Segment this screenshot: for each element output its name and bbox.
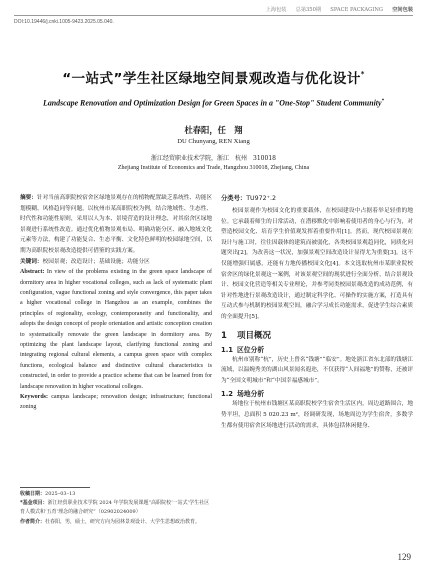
subsection-heading-1-1 <box>221 344 413 354</box>
running-header <box>266 6 413 13</box>
keywords-cn-text: 校园景观；改造设计；基础设施；功能分区 <box>42 258 150 265</box>
keywords-cn-label: 关键词： <box>20 258 43 265</box>
abstract-cn-text: 针对当前高职院校宿舍区绿地景观存在的植物配置缺乏系统性、功能区划模糊、风格趋同等问题，以杭州市某高职院校为例，结合地域性、生态性、时代性和功能性原则，采用以人为本、景境营造的设计理念，对其宿舍区绿地景观进行系统性改造。通过优化植物景观布局、明确功能分区、融入地域文化元素等方法，构建了功能复合、生态平衡、文化特色鲜明的校园绿地空间，以期为高职院校景观改造提供可借鉴的实践方案。 <box>20 195 213 254</box>
abstract-en <box>20 267 212 392</box>
author-bio-label: 作者简介： <box>20 518 46 525</box>
doi: DOI:10.19446/j.cnki.1005-9423.2025.05.040. <box>14 19 114 25</box>
intro-paragraph: 校园景观作为校园文化的重要载体，在校园建设中占据着举足轻重的地位。它承载着师生的日常活动，在潜移默化中影响着使用者的身心与行为，对塑造校园文化、培育学生价值观发挥着重要作用[1]。然而，现代校园景观在设计与施工时，往往因载体的建筑而被弱化，各类校园景观趋同化，同质化问题突出[2]。为改善这一状况，加强景观空间改造设计显得尤为重要[3]。这不仅能增强归属感，还能有力地传播校园文化[4]。本文选取杭州市某职业院校宿舍区的绿化景观这一案例，对该景观空间的现状进行全面分析，结合景观设计、校园文化营造等相关专业理论，并参考同类校园景观改造的成功范例，有针对性地进行景观改造设计，通过制定科学化、可操作的实施方案，打造具有互动式参与机制的校园景观空间，融合学习成长功能需求，促进学生综合素质的全面提升[5]。 <box>221 208 413 320</box>
fund-label: *基金项目： <box>20 500 48 507</box>
section-1-title: 项目概况 <box>237 330 272 341</box>
subsection-heading-1-2 <box>221 388 413 398</box>
author-bio-text: 杜春阳，男，硕士，研究方向为园林景观设计、大学生思想政治教育。 <box>45 518 201 525</box>
keywords-cn <box>20 257 212 268</box>
classification <box>221 193 413 204</box>
abstract-cn-label: 摘要： <box>20 195 37 201</box>
keywords-en <box>20 392 212 413</box>
title-footnote-mark: * <box>360 70 365 78</box>
affiliation-cn: 浙江经贸职业技术学院，浙江 杭州 310018 <box>151 155 276 162</box>
subsection-1-1-number: 1.1 <box>221 345 234 354</box>
subsection-1-2-title: 场地分析 <box>237 390 265 399</box>
abstract-en-label: Abstract: <box>20 269 45 276</box>
title-cn-text: “一站式”学生社区绿地空间景观改造与优化设计 <box>62 71 361 87</box>
title-en <box>30 97 397 109</box>
received-label: 收稿日期： <box>20 491 46 497</box>
section-name: 空间包装 <box>392 7 413 13</box>
keywords-en-label: Keywords: <box>20 394 48 401</box>
abstract-en-text: In view of the problems existing in the green space landscape of dormitory area in higher vocational colleges, such as lack of systematic plant configuration, vague functional zoning and style convergence, this paper takes a higher vocational college in Hangzhou as an example, combines the principles of regionality, ecology, contemporaneity and functionality, and adopts the design concept of people orientation and artistic conception creation to systematically renovate the green landscape in dormitory area. By optimizing the plant landscape layout, clarifying functional zoning and integrating regional cultural elements, a campus green space with complex functions, ecological balance and distinctive cultural characteristics is constructed, in order to provide a practice scheme that can be learned from for landscape renovation in higher vocational colleges. <box>20 269 213 390</box>
issue-number: 总第350期 <box>295 7 322 13</box>
authors-cn: 杜春阳，任 翔 <box>184 125 243 135</box>
footnote-rule <box>20 487 90 488</box>
journal-en: SPACE PACKAGING <box>330 7 384 13</box>
site-paragraph: 场地位于杭州市钱塘区某高职院校学生宿舍生活区内，周边道路围合，地势平坦，总面积 5 020.23 m²，经调研发现，场地周边为学生宿舍，多数学生都有使用宿舍区场地进行活动的需求，具体包括休闲健身、 <box>221 401 413 429</box>
right-column <box>221 193 413 431</box>
affiliation-en: Zhejiang Institute of Economics and Trade, Hangzhou 310018, Zhejiang, China <box>117 165 310 171</box>
classification-code: TU972⁺.2 <box>246 195 276 202</box>
section-1-number: 1 <box>221 330 227 341</box>
abstract-cn <box>20 193 212 257</box>
header-rule <box>14 15 413 16</box>
title-en-footnote-mark: * <box>381 99 384 104</box>
journal-cn: 上海包装 <box>265 7 287 13</box>
fund-text: 浙江经贸职业技术学院 2024 年学院发展课题“高职院校‘一站式’学生社区育人模式和‘五育’理念的融合研究”（02902024009） <box>20 500 210 516</box>
footnote-fund <box>20 499 212 517</box>
title-cn <box>0 67 427 87</box>
footnote-received <box>20 490 212 499</box>
left-column <box>20 193 212 413</box>
section-heading-1 <box>221 329 413 341</box>
keywords-en-text: campus landscape; renovation design; infrastructure; functional zoning <box>20 394 213 411</box>
authors-en: DU Chunyang, REN Xiang <box>177 138 250 145</box>
classification-label: 分类号： <box>221 195 247 202</box>
subsection-1-1-title: 区位分析 <box>237 345 265 354</box>
received-date: 2025–03–13 <box>45 491 76 497</box>
title-en-text: Landscape Renovation and Optimization Design for Green Spaces in a "One-Stop" Student Community <box>43 98 382 108</box>
subsection-1-2-number: 1.2 <box>221 390 234 399</box>
footnotes <box>20 490 212 527</box>
page-number: 129 <box>397 552 411 562</box>
location-paragraph: 杭州市别称“杭”，历史上曾名“钱塘”“临安”。地处浙江省东北部的钱塘江流域，以温婉秀美的湖山风景闻名遐迩，不仅获得“人间福地”的赞称，还被评为“全国文明城市”和“中国幸福感城市”。 <box>221 356 413 384</box>
footnote-author <box>20 518 212 527</box>
